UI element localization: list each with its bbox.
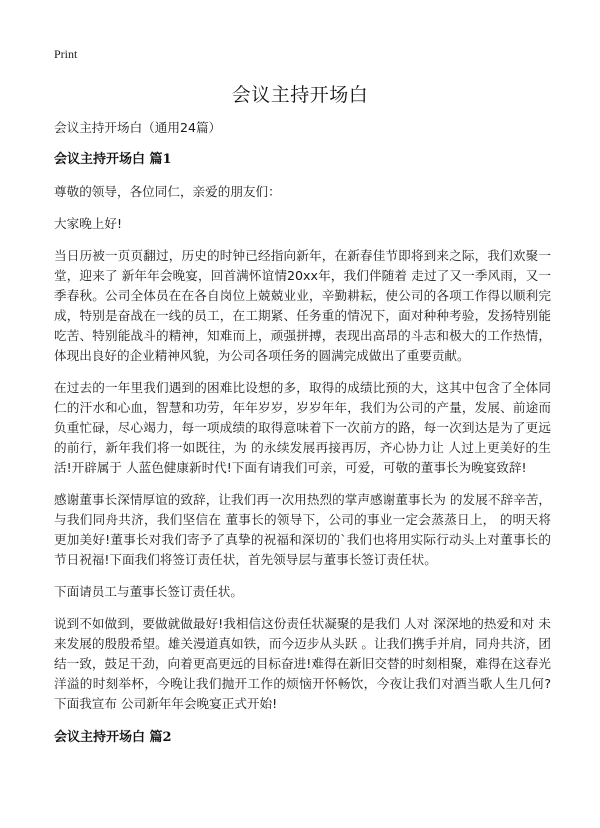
section-heading-1: 会议主持开场白 篇1: [54, 152, 172, 167]
body-paragraph: 感谢董事长深情厚谊的致辞，让我们再一次用热烈的掌声感谢董事长为 的发展不辞辛苦，与我们同舟共济，我们坚信在 董事长的领导下，公司的事业一定会蒸蒸日上， 的明天将更加美好!董事长对我们寄予了真挚的祝福和深切的`我们也将用实际行动头上对董事长的节日祝福!下面我们将签订责任状，首先领导层与董事长签订责任状。: [54, 492, 551, 567]
body-paragraph: 在过去的一年里我们遇到的困难比设想的多，取得的成绩比预的大，这其中包含了全体同仁的汗水和心血，智慧和功劳，年年岁岁，岁岁年年，我们为公司的产量，发展、前途而负重忙碌，尽心竭力，每一项成绩的取得意味着下一次前方的路，每一次到达是为了更远的前行，新年我们将一如既往，为 的永续发展再接再厉，齐心协力让 人过上更美好的生活!开辟属于 人蓝色健康新时代!下面有请我们可亲，可爱，可敬的董事长为晚宴致辞!: [54, 380, 551, 475]
body-paragraph: 当日历被一页页翻过，历史的时钟已经指向新年，在新春佳节即将到来之际，我们欢聚一堂，迎来了 新年年会晚宴，回首满怀谊情20xx年，我们伴随着 走过了又一季风雨，又一季春秋。公司全体员在在各自岗位上兢兢业业，辛勤耕耘，使公司的各项工作得以顺利完成，特别是奋战在一线的员工，在工期紧、任务重的情况下，面对种种考验，发扬特别能吃苦、特别能战斗的精神，知难而上，顽强拼搏，表现出高昂的斗志和极大的工作热情，体现出良好的企业精神风貌，为公司各项任务的圆满完成做出了重要贡献。: [54, 248, 551, 363]
section-heading-2: 会议主持开场白 篇2: [54, 730, 172, 745]
document-body: [54, 118, 551, 760]
print-link[interactable]: Print: [54, 47, 78, 61]
greeting-paragraph: 尊敬的领导，各位同仁，亲爱的朋友们：: [54, 184, 281, 199]
document-title: 会议主持开场白: [231, 84, 369, 106]
document-subtitle: 会议主持开场白（通用24篇）: [54, 120, 222, 135]
salutation-paragraph: 大家晚上好!: [54, 216, 123, 231]
body-paragraph: 下面请员工与董事长签订责任状。: [54, 584, 243, 599]
body-paragraph: 说到不如做到，要做就做最好!我相信这份责任状凝聚的是我们 人对 深深地的热爱和对 未来发展的殷殷希望。雄关漫道真如铁，而今迈步从头跃 。让我们携手并肩，同舟共济，团结一致，鼓足干劲，向着更高更远的目标奋进!难得在新旧交替的时刻相聚，难得在这春光洋溢的时刻举杯，今晚让我们抛开工作的烦恼开怀畅饮，今夜让我们对酒当歌人生几何?下面我宣布 公司新年年会晚宴正式开始!: [54, 616, 551, 711]
